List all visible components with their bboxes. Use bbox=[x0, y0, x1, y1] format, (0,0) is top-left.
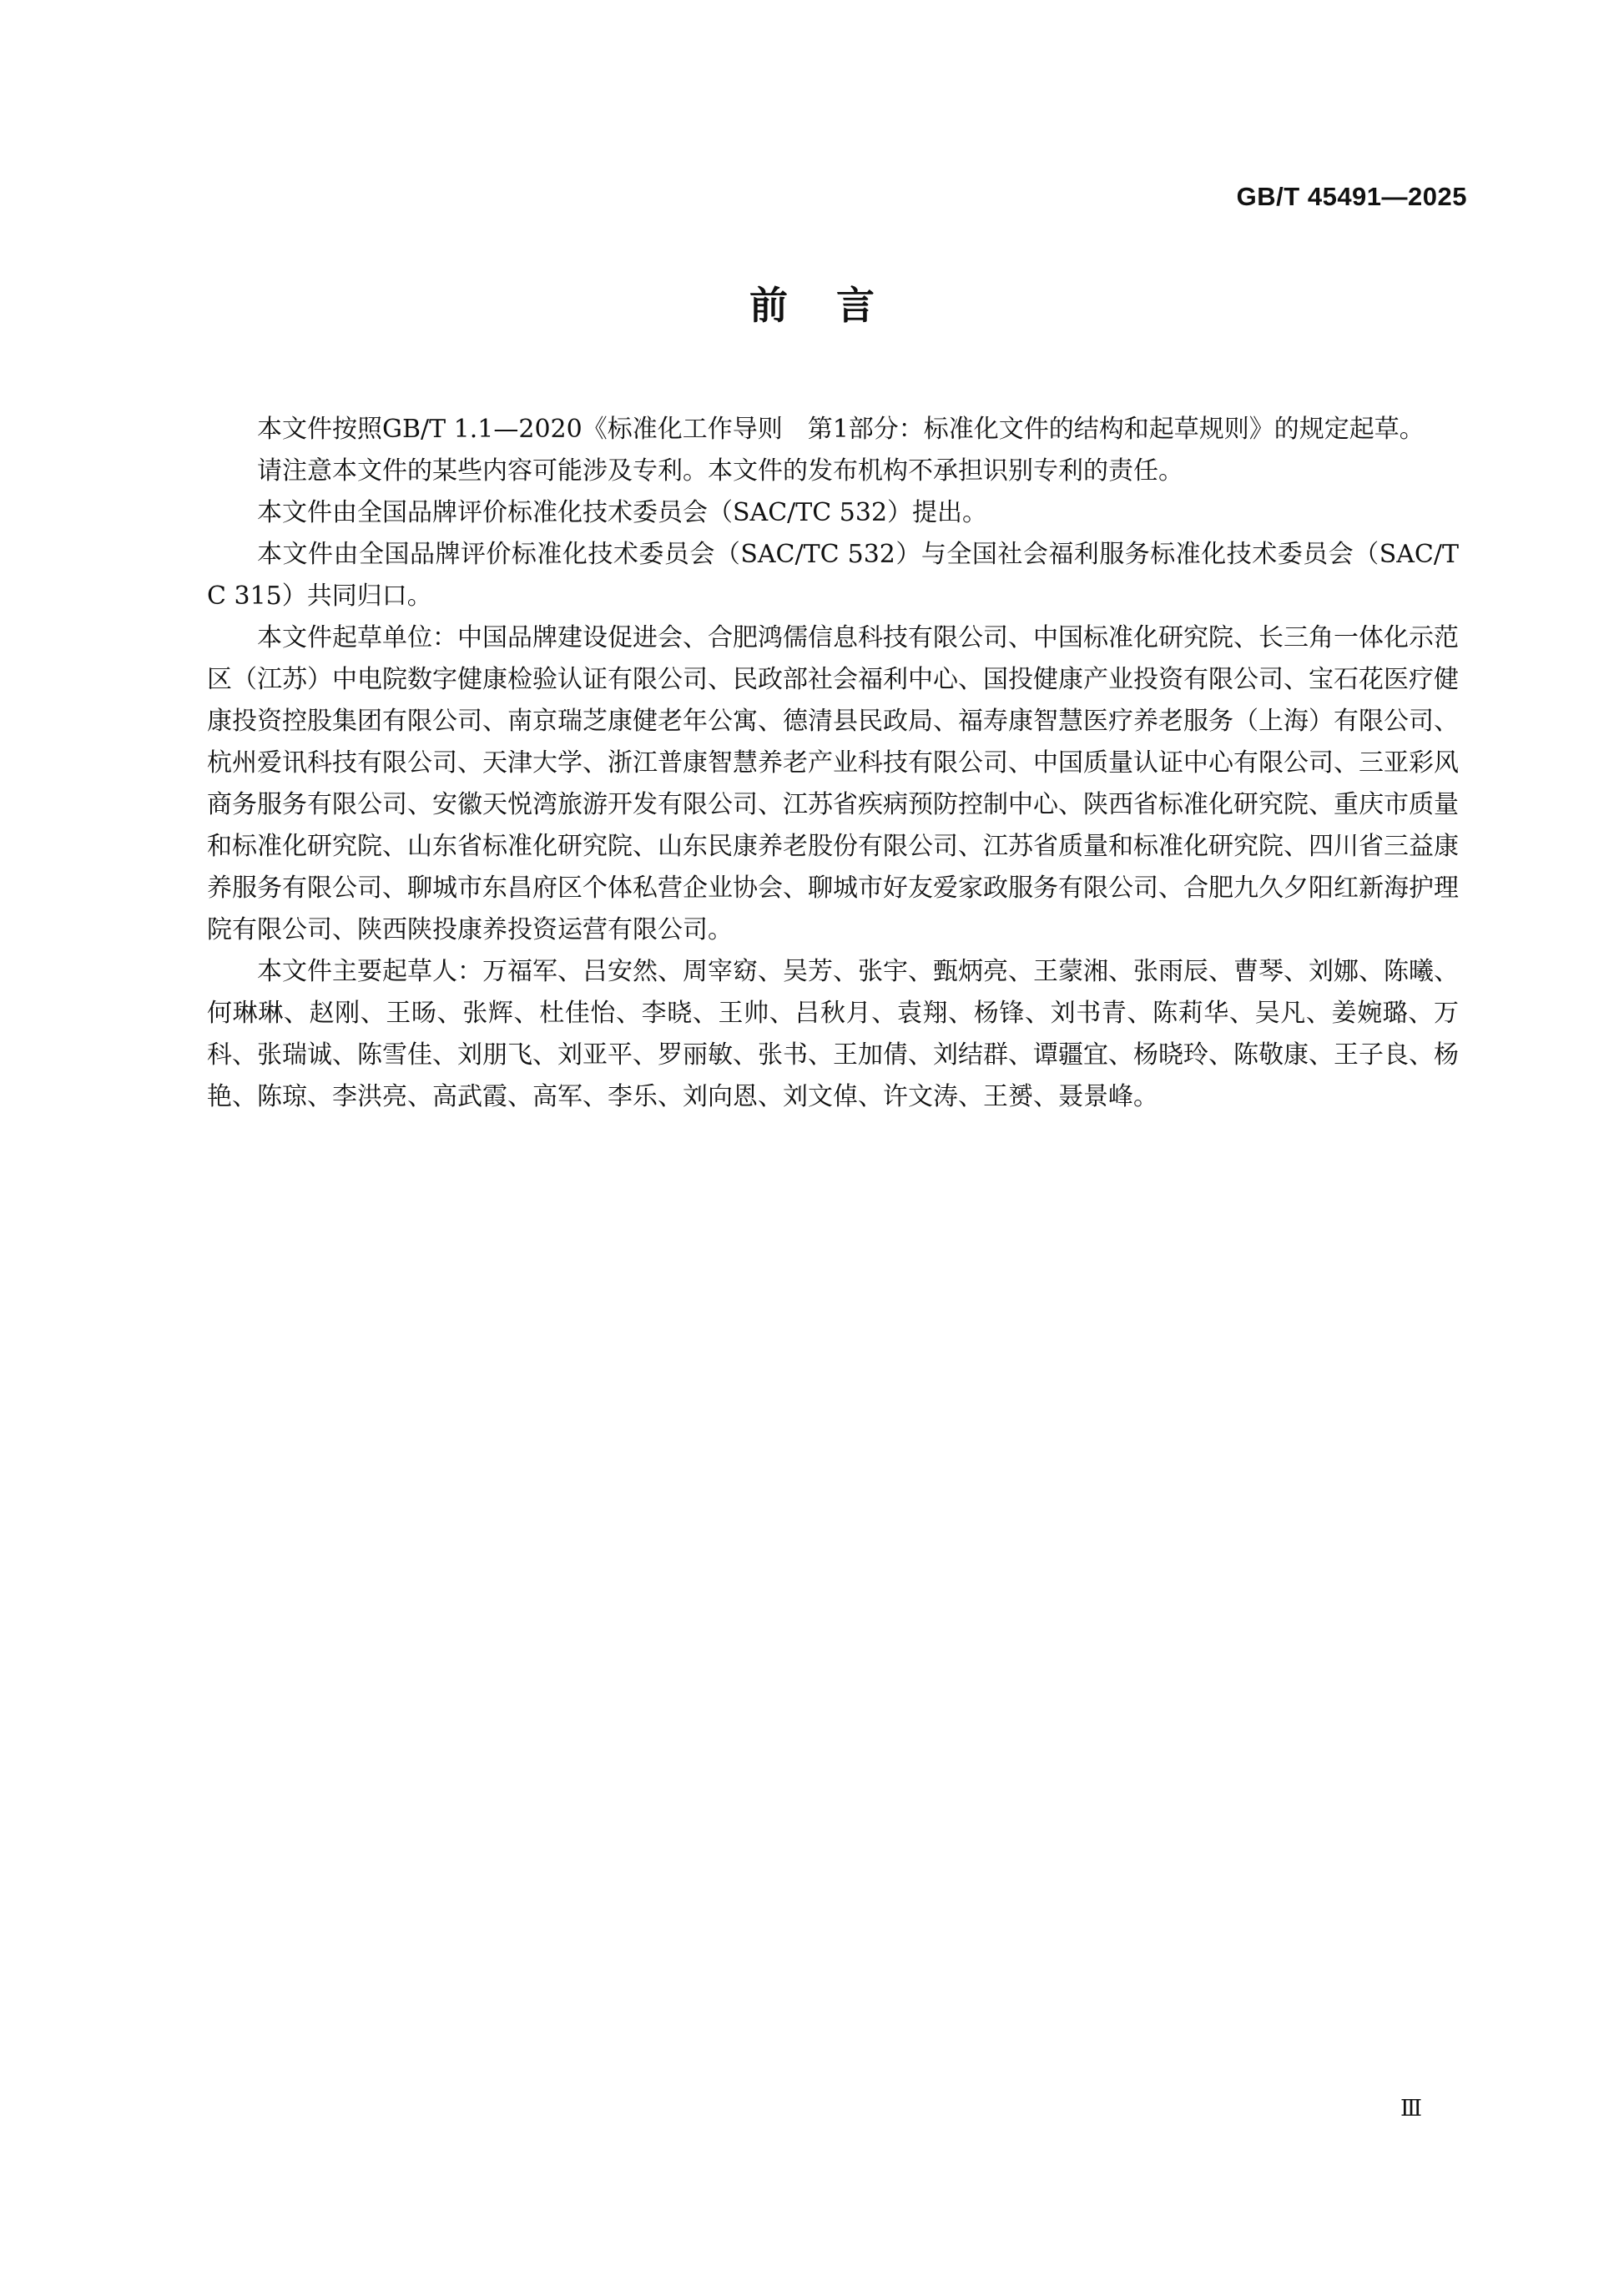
paragraph-proposed-by: 本文件由全国品牌评价标准化技术委员会（SAC/TC 532）提出。 bbox=[257, 498, 988, 527]
section-title: 前言 bbox=[749, 283, 923, 328]
standard-number: GB/T 45491—2025 bbox=[1236, 182, 1467, 211]
page-number: Ⅲ bbox=[1400, 2096, 1422, 2121]
paragraph-under-jurisdiction: 本文件由全国品牌评价标准化技术委员会（SAC/TC 532）与全国社会福利服务标准化技术委员会（SAC/TC 315）共同归口。 bbox=[207, 540, 1459, 611]
paragraph-main-drafters: 本文件主要起草人：万福军、吕安然、周宰窈、吴芳、张宇、甄炳亮、王蒙湘、张雨辰、曹琴、刘娜、陈曦、何琳琳、赵刚、王旸、张辉、杜佳怡、李晓、王帅、吕秋月、袁翔、杨锋、刘书青、陈莉华、吴凡、姜婉璐、万科、张瑞诚、陈雪佳、刘朋飞、刘亚平、罗丽敏、张书、王加倩、刘结群、谭疆宜、杨晓玲、陈敬康、王子良、杨艳、陈琼、李洪亮、高武霞、高军、李乐、刘向恩、刘文倬、许文涛、王赟、聂景峰。 bbox=[207, 957, 1459, 1111]
foreword-body bbox=[207, 409, 1459, 1118]
paragraph-drafting-organizations: 本文件起草单位：中国品牌建设促进会、合肥鸿儒信息科技有限公司、中国标准化研究院、长三角一体化示范区（江苏）中电院数字健康检验认证有限公司、民政部社会福利中心、国投健康产业投资有限公司、宝石花医疗健康投资控股集团有限公司、南京瑞芝康健老年公寓、德清县民政局、福寿康智慧医疗养老服务（上海）有限公司、杭州爱讯科技有限公司、天津大学、浙江普康智慧养老产业科技有限公司、中国质量认证中心有限公司、三亚彩风商务服务有限公司、安徽天悦湾旅游开发有限公司、江苏省疾病预防控制中心、陕西省标准化研究院、重庆市质量和标准化研究院、山东省标准化研究院、山东民康养老股份有限公司、江苏省质量和标准化研究院、四川省三益康养服务有限公司、聊城市东昌府区个体私营企业协会、聊城市好友爱家政服务有限公司、合肥九久夕阳红新海护理院有限公司、陕西陕投康养投资运营有限公司。 bbox=[207, 623, 1459, 944]
paragraph-drafting-rules: 本文件按照GB/T 1.1—2020《标准化工作导则 第1部分：标准化文件的结构和起草规则》的规定起草。 bbox=[257, 415, 1425, 444]
paragraph-patent-notice: 请注意本文件的某些内容可能涉及专利。本文件的发布机构不承担识别专利的责任。 bbox=[257, 456, 1183, 486]
